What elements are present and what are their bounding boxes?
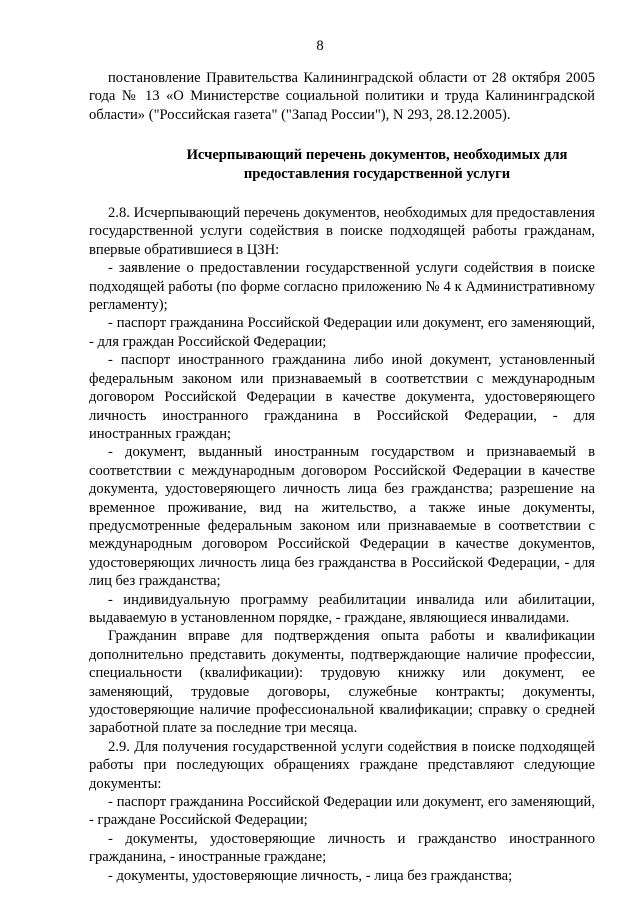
section-heading-line: Исчерпывающий перечень документов, необходимых для [186,147,568,164]
list-item-passport-rf: - паспорт гражданина Российской Федерации или документ, его заменяющий, - для граждан Российской Федерации; [89,315,595,350]
intro-paragraph: постановление Правительства Калининградской области от 28 октября 2005 года № 13 «О Министерстве социальной политики и труда Калининградской области» ("Российская газета" ("Запад России"), N 293, 28.12.2005). [89,70,595,123]
list-item-stateless-document: - документ, выданный иностранным государством и признаваемый в соответствии с международным договором Российской Федерации в качестве документа, удостоверяющего личность лица без гражданства; разрешение на временное проживание, вид на жительство, а также иные документы, предусмотренные федеральным законом или признаваемые в соответствии с международным договором Российской Федерации в качестве документов, удостоверяющих личность лица без гражданства в Российской Федерации, - для лиц без гражданства; [89,444,595,590]
list-item-foreign-identity: - документы, удостоверяющие личность и гражданство иностранного гражданина, - иностранные граждане; [89,830,595,866]
list-item-stateless-identity: - документы, удостоверяющие личность, - лица без гражданства; [108,867,513,884]
list-item-foreign-passport: - паспорт иностранного гражданина либо иной документ, установленный федеральным законом или признаваемый в соответствии с международным договором Российской Федерации в качестве документа, удостоверяющего личность иностранного гражданина в Российской Федерации, - для иностранных граждан; [89,352,595,442]
paragraph-2-8: 2.8. Исчерпывающий перечень документов, необходимых для предоставления государственной услуги содействия в поиске подходящей работы гражданам, впервые обратившиеся в ЦЗН: [89,205,595,258]
document-body [89,69,595,885]
section-heading [89,146,595,183]
paragraph-2-9: 2.9. Для получения государственной услуги содействия в поиске подходящей работы при последующих обращениях граждане представляют следующие документы: [89,738,595,792]
page-number: 8 [316,38,324,54]
list-item-passport-rf-repeat: - паспорт гражданина Российской Федерации или документ, его заменяющий, - граждане Российской Федерации; [89,794,595,829]
list-item-rehabilitation-program: - индивидуальную программу реабилитации инвалида или абилитации, выдаваемую в установленном порядке, - граждане, являющиеся инвалидами. [89,591,595,626]
section-heading-line: предоставления государственной услуги [243,165,511,182]
paragraph-additional-documents: Гражданин вправе для подтверждения опыта работы и квалификации дополнительно представить документы, подтверждающие наличие профессии, специальности (квалификации): трудовую книжку или документ, ее заменяющий, трудовые договоры, служебные контракты; документы, удостоверяющие наличие профессиональной квалификации; справку о средней заработной плате за последние три месяца. [89,628,595,737]
list-item-application: - заявление о предоставлении государственной услуги содействия в поиске подходящей работы (по форме согласно приложению № 4 к Административному регламенту); [89,260,595,314]
